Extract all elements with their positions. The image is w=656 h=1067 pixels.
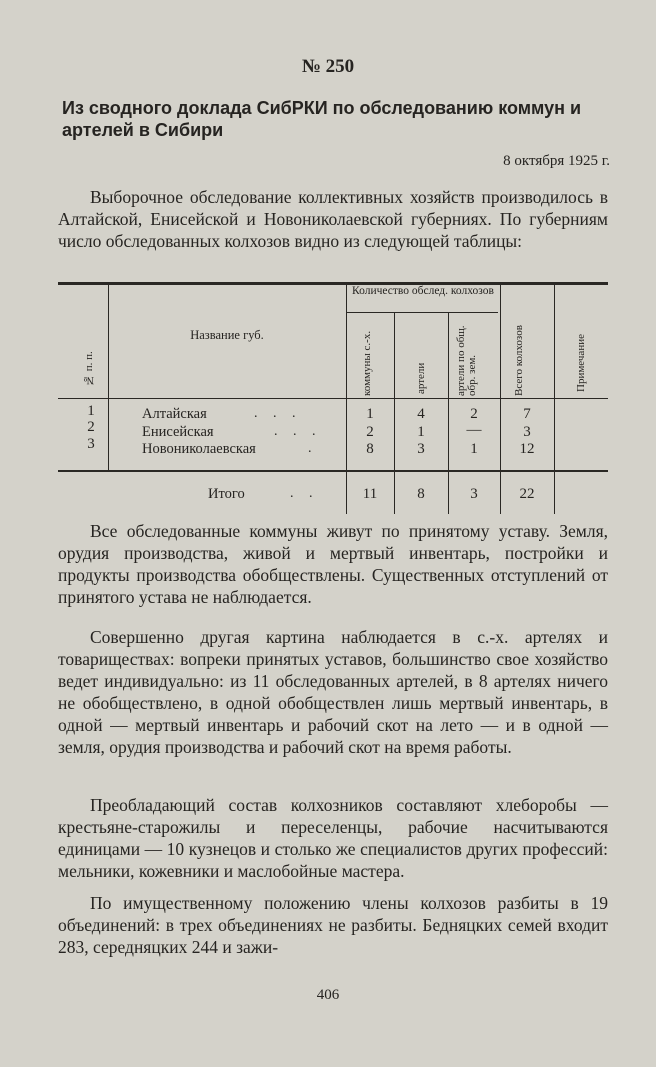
survey-table xyxy=(58,282,608,514)
row-artels: 3 xyxy=(417,441,425,457)
row-communes: 2 xyxy=(366,424,374,440)
totals-total: 22 xyxy=(519,486,535,502)
table-top-rule xyxy=(58,282,608,285)
row-communes: 1 xyxy=(366,406,374,422)
row-index: 1 xyxy=(87,403,95,419)
header-total: Всего колхозов xyxy=(513,325,525,396)
header-communes: коммуны с.-х. xyxy=(361,330,373,396)
row-total: 7 xyxy=(523,406,531,422)
totals-communes: 11 xyxy=(362,486,378,502)
document-title: Из сводного доклада СибРКИ по обследованию коммун и артелей в Сибири xyxy=(62,98,582,140)
row-artels: 4 xyxy=(417,406,425,422)
paragraph-composition: Преобладающий состав колхозников составляют хлеборобы — крестьяне-старожилы и переселенцы, рабочие насчитываются единицами — 10 кузнецов и столько же специалистов других профессий: мельники, кожевники и маслобойные мастера. xyxy=(58,795,608,881)
table-header-rule xyxy=(58,398,608,399)
table-vline xyxy=(554,285,555,514)
row-artels-common: — xyxy=(466,422,482,438)
paragraph-artels: Совершенно другая картина наблюдается в с.-х. артелях и товариществах: вопреки принятых уставов, большинство свое хозяйство ведет индивидуально: из 11 обследованных артелей, в 8 артелях ничего не обобществлено, в одной обобществлен лишь мертвый инвентарь, в одной — мертвый инвентарь и рабочий скот на лето — и в одной — земля, орудия производства и рабочий скот на время работы. xyxy=(58,627,608,757)
totals-artels: 8 xyxy=(417,486,425,502)
header-group: Количество обслед. колхозов xyxy=(352,285,494,297)
table-group-rule xyxy=(346,312,498,313)
row-dots: . xyxy=(308,441,318,456)
row-communes: 8 xyxy=(366,441,374,457)
row-artels-common: 1 xyxy=(470,441,478,457)
row-total: 3 xyxy=(523,424,531,440)
table-vline xyxy=(500,285,501,514)
header-index: № п. п. xyxy=(83,351,95,386)
row-dots: . . . xyxy=(274,424,322,439)
table-vline xyxy=(346,285,347,514)
row-artels: 1 xyxy=(417,424,425,440)
row-name: Алтайская xyxy=(142,406,207,422)
header-artels: артели xyxy=(415,362,427,394)
header-artels-common: артели по общ. обр. зем. xyxy=(455,325,478,396)
document-number: № 250 xyxy=(301,56,355,77)
totals-dots: . . xyxy=(290,486,319,501)
row-name: Енисейская xyxy=(142,424,214,440)
totals-artels-common: 3 xyxy=(470,486,478,502)
totals-label: Итого xyxy=(208,486,245,502)
row-index: 3 xyxy=(87,436,95,452)
row-artels-common: 2 xyxy=(470,406,478,422)
paragraph-property: По имущественному положению члены колхозов разбиты в 19 объединений: в трех объединениях не разбиты. Бедняцких семей входит 283, середняцких 244 и зажи- xyxy=(58,893,608,957)
row-name: Новониколаевская xyxy=(142,441,256,457)
header-note: Примечание xyxy=(575,334,587,392)
row-total: 12 xyxy=(519,441,535,457)
page-number: 406 xyxy=(316,987,340,1003)
document-date: 8 октября 1925 г. xyxy=(503,153,610,169)
paragraph-communes: Все обследованные коммуны живут по принятому уставу. Земля, орудия производства, живой и мертвый инвентарь, постройки и продукты производства обобществлены. Существенных отступлений от принятого устава не наблюдается. xyxy=(58,521,608,607)
table-vline xyxy=(108,285,109,470)
paragraph-intro: Выборочное обследование коллективных хозяйств производилось в Алтайской, Енисейской и Новониколаевской губерниях. По губерниям число обследованных колхозов видно из следующей таблицы: xyxy=(58,187,608,251)
table-body-rule xyxy=(58,470,608,472)
header-name: Название губ. xyxy=(190,328,264,342)
row-index: 2 xyxy=(87,419,95,435)
row-dots: . . . xyxy=(254,406,302,421)
